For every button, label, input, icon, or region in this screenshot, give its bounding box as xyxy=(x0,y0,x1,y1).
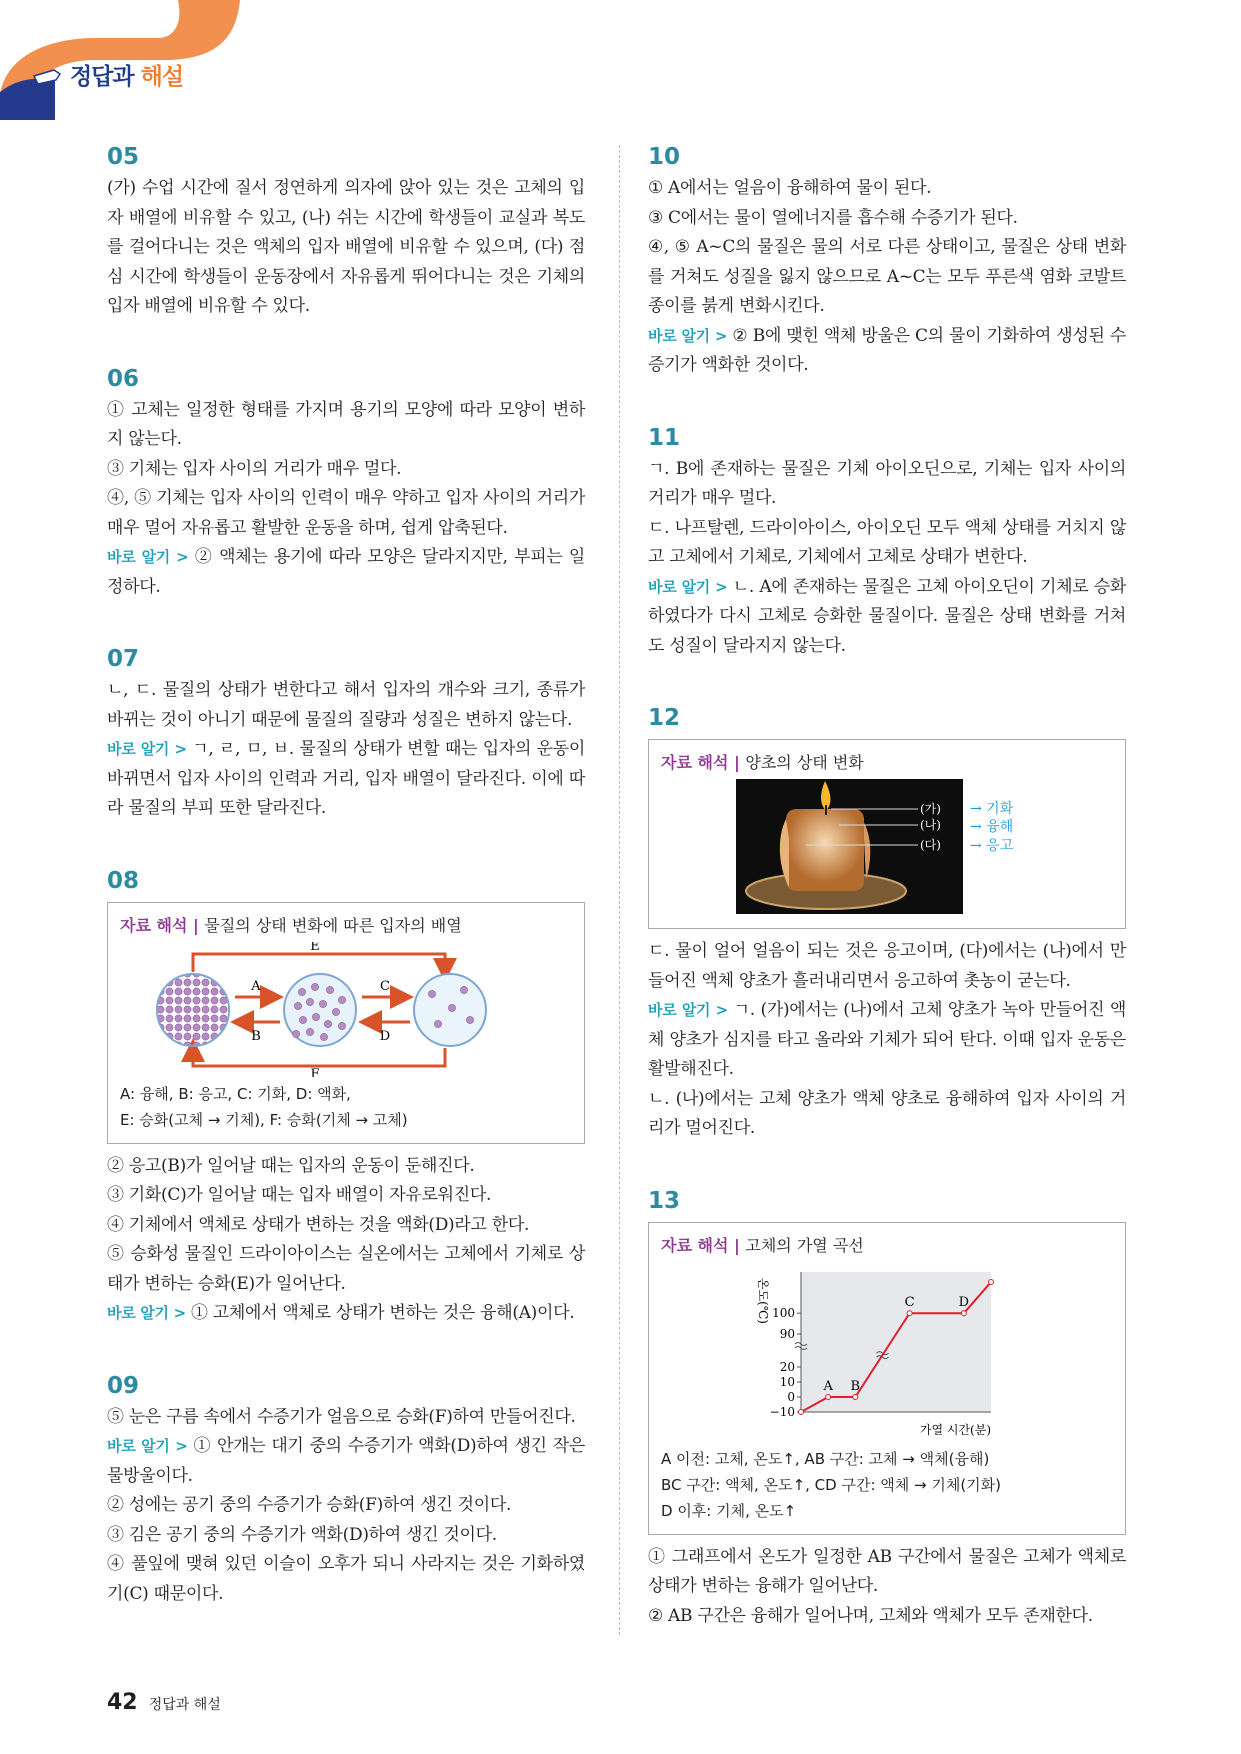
candle-photo xyxy=(661,779,1111,914)
correction-label: 바로 알기 > xyxy=(107,740,187,758)
box-title: 자료 해석 | 양초의 상태 변화 xyxy=(661,753,864,772)
note-vaporization: → 기화 xyxy=(970,801,1014,817)
arrow-e xyxy=(193,954,445,972)
answer-text: ③ 기체는 입자 사이의 거리가 매우 멀다. xyxy=(107,458,402,479)
answer-text: ② 성에는 공기 중의 수증기가 승화(F)하여 생긴 것이다. xyxy=(107,1495,512,1515)
correction-text: 바로 알기 > ㄴ. A에 존재하는 물질은 고체 아이오딘이 기체로 승화하였다가 다시 고체로 승화한 물질이다. 물질은 상태 변화를 거쳐도 성질이 달라지지 않는다. xyxy=(648,576,1126,656)
question-number: 09 xyxy=(107,1372,140,1399)
answer-text: ㄷ. 나프탈렌, 드라이아이스, 아이오딘 모두 액체 상태를 거치지 않고 고체에서 기체로, 기체에서 고체로 상태가 변한다. xyxy=(648,517,1126,567)
section-08 xyxy=(107,864,585,1329)
section-05 xyxy=(107,140,585,322)
answer-text: ㄷ. 물이 얼어 얼음이 되는 것은 응고이며, (다)에서는 (나)에서 만들어진 액체 양초가 흘러내리면서 응고하여 촛농이 굳는다. xyxy=(648,941,1126,991)
answer-text: ⑤ 눈은 구름 속에서 수증기가 얼음으로 승화(F)하여 만들어진다. xyxy=(107,1406,576,1427)
question-number: 12 xyxy=(648,705,681,731)
answer-text: ② AB 구간은 융해가 일어나며, 고체와 액체가 모두 존재한다. xyxy=(648,1605,1093,1626)
answer-text: ㄱ. B에 존재하는 물질은 기체 아이오딘으로, 기체는 입자 사이의 거리가 매우 멀다. xyxy=(648,458,1126,508)
answer-text: (가) 수업 시간에 질서 정연하게 의자에 앉아 있는 것은 고체의 입자 배열에 비유할 수 있고, (나) 쉬는 시간에 학생들이 교실과 복도를 걸어다니는 것은 액체의 입자 배열에 비유할 수 있으며, (다) 점심 시간에 학생들이 운동장에서 자유롭게 뛰어다니는 것은 기체의 입자 배열에 비유할 수 있다. xyxy=(107,178,585,316)
correction-text: 바로 알기 > ① 고체에서 액체로 상태가 변하는 것은 융해(A)이다. xyxy=(107,1303,575,1323)
data-point xyxy=(826,1394,831,1399)
point-label: C xyxy=(904,1294,915,1310)
y-tick-label: −10 xyxy=(769,1404,795,1419)
answer-text: ④ 풀잎에 맺혀 있던 이슬이 오후가 되니 사라지는 것은 기화하였기(C) 때문이다. xyxy=(107,1554,585,1604)
header-title: 정답과 해설 xyxy=(70,64,184,90)
caption: BC 구간: 액체, 온도↑, CD 구간: 액체 → 기체(기화) xyxy=(661,1475,1002,1494)
label-na: (나) xyxy=(920,818,941,832)
solid-particles xyxy=(157,974,229,1046)
question-number: 13 xyxy=(648,1187,681,1214)
note-solidification: → 응고 xyxy=(970,838,1014,854)
label-f: F xyxy=(310,1066,320,1077)
label-a: A xyxy=(251,978,261,994)
caption: A 이전: 고체, 온도↑, AB 구간: 고체 → 액체(융해) xyxy=(661,1449,990,1468)
answer-text: ④, ⑤ 기체는 입자 사이의 인력이 매우 약하고 입자 사이의 거리가 매우 멀어 자유롭고 활발한 운동을 하며, 쉽게 압축된다. xyxy=(107,488,585,538)
section-11 xyxy=(648,421,1126,662)
data-analysis-box xyxy=(648,1222,1126,1535)
section-06 xyxy=(107,362,585,603)
correction-label: 바로 알기 > xyxy=(107,1437,188,1455)
question-number: 06 xyxy=(107,365,140,392)
question-number: 08 xyxy=(107,867,140,894)
data-point xyxy=(799,1409,804,1414)
data-analysis-box xyxy=(648,739,1126,929)
footer-text: 정답과 해설 xyxy=(148,1697,221,1713)
arrow-f xyxy=(193,1048,445,1066)
page-number: 42 xyxy=(107,1690,138,1715)
answer-text: ⑤ 승화성 물질인 드라이아이스는 실온에서는 고체에서 기체로 상태가 변하는 승화(E)가 일어난다. xyxy=(107,1244,585,1294)
correction-text: 바로 알기 > ② B에 맺힌 액체 방울은 C의 물이 기화하여 생성된 수증기가 액화한 것이다. xyxy=(648,325,1126,375)
section-09 xyxy=(107,1369,585,1610)
correction-label: 바로 알기 > xyxy=(648,577,728,596)
answer-text: ① 그래프에서 온도가 일정한 AB 구간에서 물질은 고체가 액체로 상태가 변하는 융해가 일어난다. xyxy=(648,1546,1126,1596)
section-07 xyxy=(107,642,585,824)
answer-text: ① 고체는 일정한 형태를 가지며 용기의 모양에 따라 모양이 변하지 않는다. xyxy=(107,399,585,449)
section-10 xyxy=(648,140,1126,381)
caption: D 이후: 기체, 온도↑ xyxy=(661,1501,797,1520)
heating-curve-chart xyxy=(661,1262,1111,1442)
correction-text: 바로 알기 > ① 안개는 대기 중의 수증기가 액화(D)하여 생긴 작은 물방울이다. xyxy=(107,1436,585,1486)
correction-label: 바로 알기 > xyxy=(648,326,728,345)
label-d: D xyxy=(379,1028,391,1044)
y-tick-label: 20 xyxy=(779,1359,795,1374)
y-axis-label: 온도(℃) xyxy=(756,1277,770,1324)
section-13 xyxy=(648,1184,1126,1632)
section-12 xyxy=(648,701,1126,1144)
correction-label: 바로 알기 > xyxy=(648,1001,728,1019)
correction-text: 바로 알기 > ㄱ, ㄹ, ㅁ, ㅂ. 물질의 상태가 변할 때는 입자의 운동이 바뀌면서 입자 사이의 인력과 거리, 입자 배열이 달라진다. 이에 따라 물질의 부피 또한 달라진다. xyxy=(107,739,585,818)
data-point xyxy=(989,1279,994,1284)
right-column xyxy=(648,140,1126,1671)
point-label: B xyxy=(850,1378,861,1394)
caption: E: 승화(고체 → 기체), F: 승화(기체 → 고체) xyxy=(120,1110,408,1129)
label-b: B xyxy=(251,1028,261,1044)
question-number: 07 xyxy=(107,646,140,672)
label-ga: (가) xyxy=(920,802,941,816)
answer-text: ③ 기화(C)가 일어날 때는 입자 배열이 자유로워진다. xyxy=(107,1185,492,1205)
data-point xyxy=(961,1310,966,1315)
correction-text: 바로 알기 > ㄱ. (가)에서는 (나)에서 고체 양초가 녹아 만들어진 액체 양초가 심지를 타고 올라와 기체가 되어 탄다. 이때 입자 운동은 활발해진다. xyxy=(648,1000,1126,1079)
box-title: 자료 해석 | 고체의 가열 곡선 xyxy=(661,1235,864,1255)
left-column xyxy=(107,140,585,1649)
point-label: A xyxy=(823,1378,833,1394)
correction-label: 바로 알기 > xyxy=(107,548,189,566)
box-title: 자료 해석 | 물질의 상태 변화에 따른 입자의 배열 xyxy=(120,915,462,935)
answer-text: ㄴ. (나)에서는 고체 양초가 액체 양초로 융해하여 입자 사이의 거리가 멀어진다. xyxy=(648,1088,1126,1138)
correction-label: 바로 알기 > xyxy=(107,1304,186,1322)
answer-text: ② 응고(B)가 일어날 때는 입자의 운동이 둔해진다. xyxy=(107,1155,475,1176)
column-divider xyxy=(619,145,620,1635)
answer-text: ③ C에서는 물이 열에너지를 흡수해 수증기가 된다. xyxy=(648,207,1018,228)
data-point xyxy=(853,1394,858,1399)
label-c: C xyxy=(380,978,390,994)
y-tick-label: 10 xyxy=(779,1374,795,1389)
answer-text: ④ 기체에서 액체로 상태가 변하는 것을 액화(D)라고 한다. xyxy=(107,1214,530,1235)
question-number: 11 xyxy=(648,424,681,451)
question-number: 05 xyxy=(107,144,140,170)
correction-text: 바로 알기 > ② 액체는 용기에 따라 모양은 달라지지만, 부피는 일정하다. xyxy=(107,547,586,597)
label-da: (다) xyxy=(920,838,941,852)
data-point xyxy=(907,1310,912,1315)
answer-text: ③ 김은 공기 중의 수증기가 액화(D)하여 생긴 것이다. xyxy=(107,1524,497,1545)
y-tick-label: 0 xyxy=(787,1389,795,1404)
y-tick-label: 100 xyxy=(772,1305,795,1320)
answer-text: ㄴ, ㄷ. 물질의 상태가 변한다고 해서 입자의 개수와 크기, 종류가 바뀌는 것이 아니기 때문에 물질의 질량과 성질은 변하지 않는다. xyxy=(107,680,585,730)
question-number: 10 xyxy=(648,144,681,170)
answer-text: ① A에서는 얼음이 융해하여 물이 된다. xyxy=(648,178,932,198)
page-footer xyxy=(107,1690,221,1715)
data-analysis-box xyxy=(107,902,585,1144)
caption: A: 융해, B: 응고, C: 기화, D: 액화, xyxy=(120,1084,351,1103)
label-e: E xyxy=(310,941,320,954)
x-axis-label: 가열 시간(분) xyxy=(919,1422,991,1437)
note-melting: → 융해 xyxy=(970,819,1014,835)
point-label: D xyxy=(958,1294,970,1310)
particle-state-diagram xyxy=(120,942,570,1077)
answer-text: ④, ⑤ A~C의 물질은 물의 서로 다른 상태이고, 물질은 상태 변화를 거쳐도 성질을 잃지 않으므로 A~C는 모두 푸른색 염화 코발트 종이를 붉게 변화시킨다. xyxy=(648,237,1126,316)
y-tick-label: 90 xyxy=(779,1326,795,1341)
